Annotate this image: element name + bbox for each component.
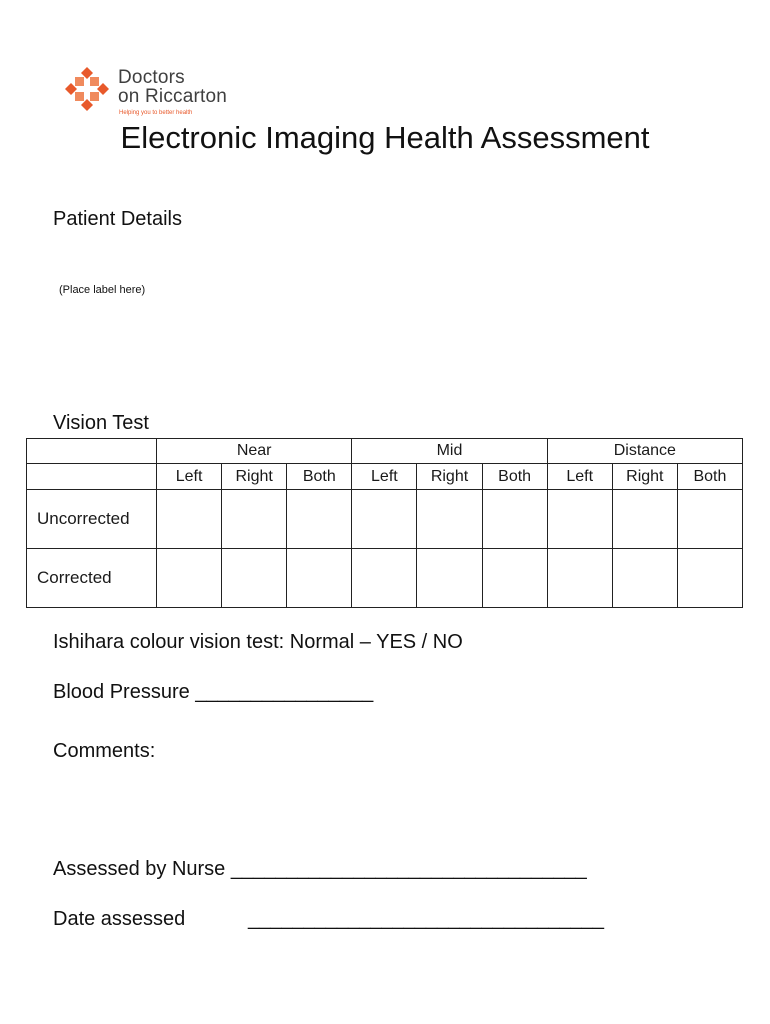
ishihara-test-line: Ishihara colour vision test: Normal – YES / NO xyxy=(53,631,463,653)
label-placeholder: (Place label here) xyxy=(59,284,146,296)
clinic-name-line2: on Riccarton xyxy=(118,86,228,107)
group-header-near: Near xyxy=(157,439,352,464)
blood-pressure-field[interactable]: Blood Pressure ________________ xyxy=(53,681,374,703)
corner-cell xyxy=(27,464,157,490)
row-label-uncorrected: Uncorrected xyxy=(27,490,157,549)
row-label-corrected: Corrected xyxy=(27,549,157,608)
entry-cell[interactable] xyxy=(547,549,612,608)
page-title: Electronic Imaging Health Assessment xyxy=(120,120,650,155)
clinic-tagline: Helping you to better health xyxy=(119,110,193,116)
group-header-mid: Mid xyxy=(352,439,547,464)
sub-header-distance-both: Both xyxy=(677,464,742,490)
entry-cell[interactable] xyxy=(482,549,547,608)
entry-cell[interactable] xyxy=(287,490,352,549)
comments-label: Comments: xyxy=(53,740,156,762)
sub-header-mid-left: Left xyxy=(352,464,417,490)
corner-cell xyxy=(27,439,157,464)
entry-cell[interactable] xyxy=(157,549,222,608)
entry-cell[interactable] xyxy=(482,490,547,549)
group-header-distance: Distance xyxy=(547,439,742,464)
sub-header-mid-both: Both xyxy=(482,464,547,490)
sub-header-distance-left: Left xyxy=(547,464,612,490)
clinic-name-line1: Doctors xyxy=(118,67,185,88)
clinic-logo xyxy=(62,64,262,116)
assessed-by-field[interactable]: Assessed by Nurse ________________________________ xyxy=(53,858,587,880)
sub-header-distance-right: Right xyxy=(612,464,677,490)
entry-cell[interactable] xyxy=(547,490,612,549)
entry-cell[interactable] xyxy=(222,490,287,549)
date-assessed-field[interactable]: ________________________________ xyxy=(248,908,604,930)
entry-cell[interactable] xyxy=(417,490,482,549)
entry-cell[interactable] xyxy=(287,549,352,608)
date-assessed-label: Date assessed xyxy=(53,908,186,930)
entry-cell[interactable] xyxy=(157,490,222,549)
sub-header-near-left: Left xyxy=(157,464,222,490)
sub-header-near-right: Right xyxy=(222,464,287,490)
entry-cell[interactable] xyxy=(677,490,742,549)
sub-header-near-both: Both xyxy=(287,464,352,490)
medical-cross-icon xyxy=(62,64,112,114)
vision-test-table xyxy=(26,438,743,608)
vision-test-heading: Vision Test xyxy=(53,412,149,434)
entry-cell[interactable] xyxy=(417,549,482,608)
patient-details-heading: Patient Details xyxy=(53,208,182,230)
entry-cell[interactable] xyxy=(222,549,287,608)
sub-header-mid-right: Right xyxy=(417,464,482,490)
table-row xyxy=(27,549,743,608)
entry-cell[interactable] xyxy=(352,549,417,608)
entry-cell[interactable] xyxy=(612,549,677,608)
entry-cell[interactable] xyxy=(612,490,677,549)
table-row xyxy=(27,490,743,549)
entry-cell[interactable] xyxy=(677,549,742,608)
clinic-name xyxy=(118,68,227,106)
entry-cell[interactable] xyxy=(352,490,417,549)
